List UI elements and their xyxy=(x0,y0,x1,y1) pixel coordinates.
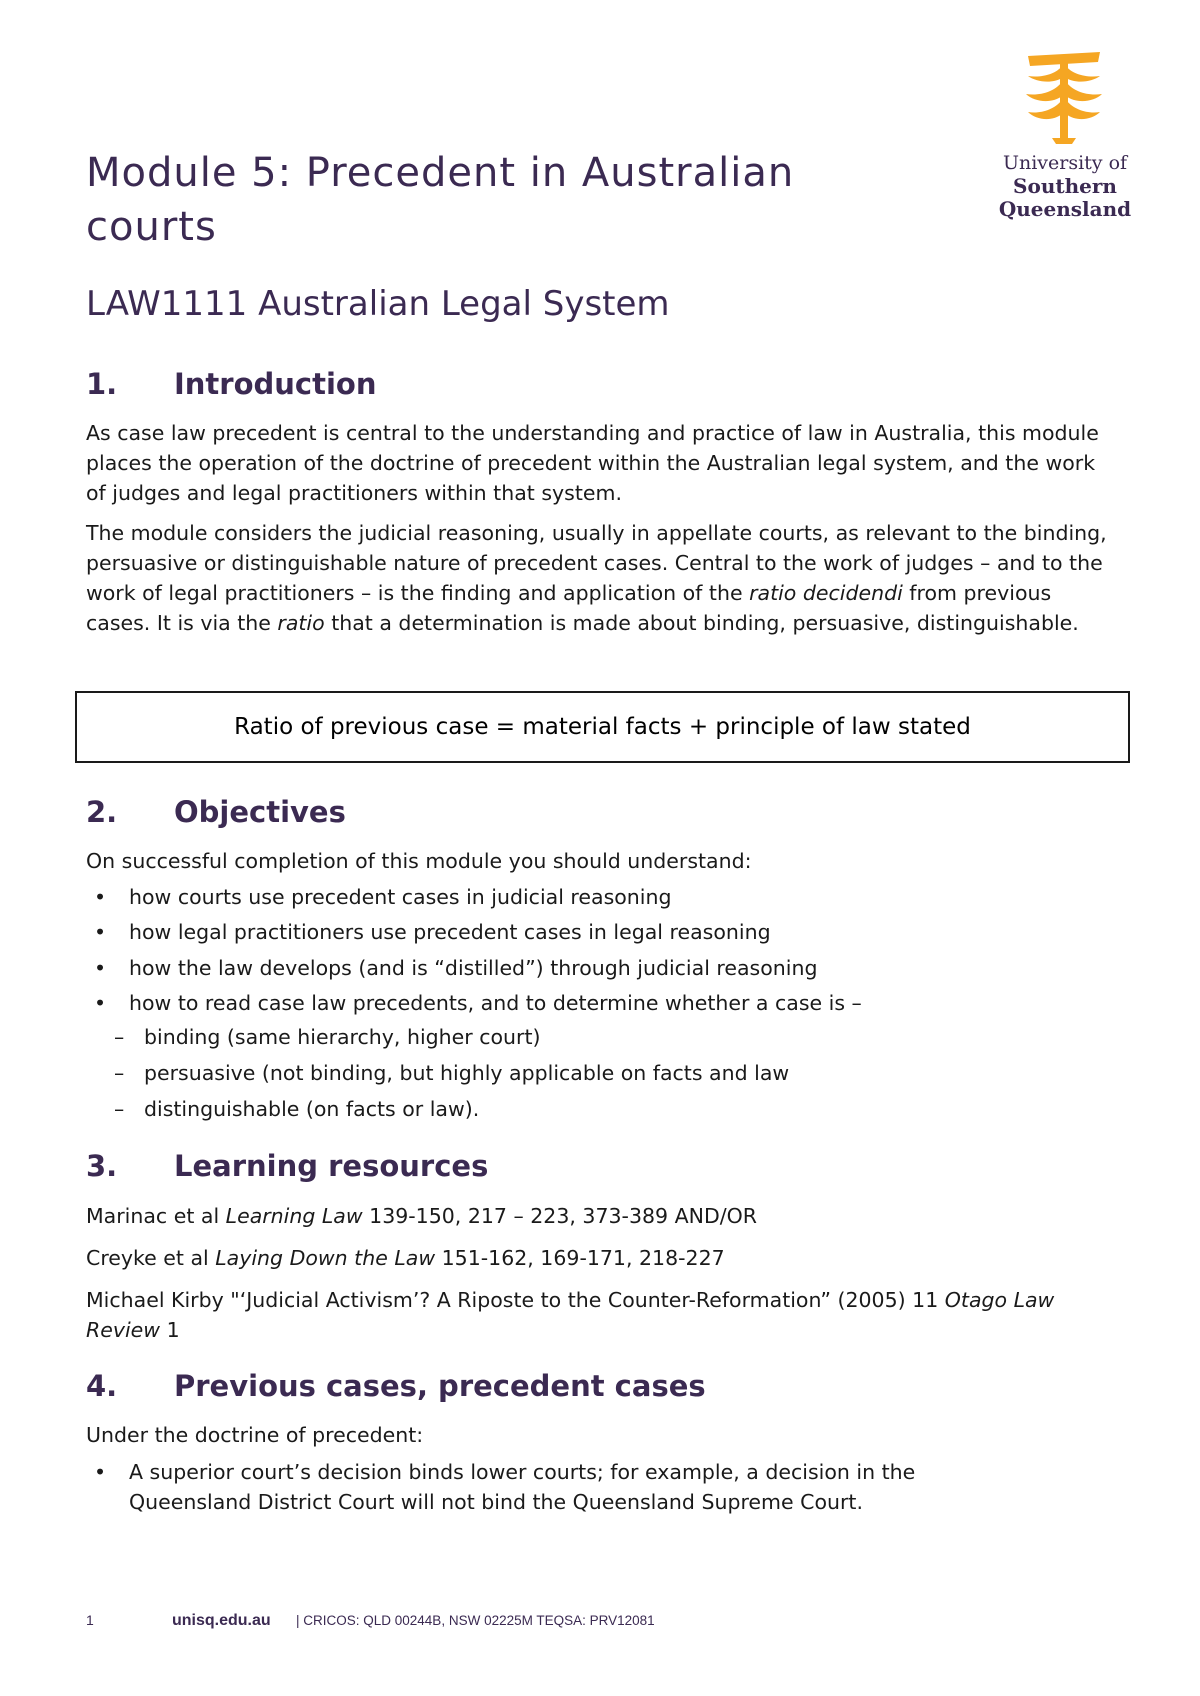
logo-line-3: Queensland xyxy=(998,197,1132,221)
section-number: 1. xyxy=(86,367,118,401)
objectives-lead: On successful completion of this module you should understand: xyxy=(86,849,752,873)
page-title: Module 5: Precedent in Australian courts xyxy=(86,150,795,250)
italic-title: Learning Law xyxy=(225,1204,363,1228)
dash-mark: – xyxy=(114,1097,125,1121)
university-logo xyxy=(990,52,1140,222)
text-run: 151-162, 169-171, 218-227 xyxy=(435,1246,725,1270)
ratio-definition-box: Ratio of previous case = material facts + principle of law stated xyxy=(75,691,1130,763)
italic-title: Laying Down the Law xyxy=(215,1246,436,1270)
text-run: 1 xyxy=(160,1318,180,1342)
text-run: The module considers the judicial reasoning, usually in appellate courts, as relevant to the binding, persuasive or distinguishable nature of precedent cases. Central to the work of judges – and to the work of legal practitioners – is the finding and application of the xyxy=(86,521,1107,605)
page-number: 1 xyxy=(86,1612,94,1628)
bullet-mark: • xyxy=(94,991,107,1015)
text-run: Marinac et al xyxy=(86,1204,226,1228)
list-item-text: how courts use precedent cases in judicial reasoning xyxy=(129,885,672,909)
intro-paragraph-1: As case law precedent is central to the understanding and practice of law in Australia, this module places the operation of the doctrine of precedent within the Australian legal system, and the work of judges and legal practitioners within that system. xyxy=(86,421,1099,505)
section-number: 2. xyxy=(86,795,118,829)
section-heading-previous-cases xyxy=(86,1366,706,1406)
bullet-mark: • xyxy=(94,1460,107,1484)
section-title: Objectives xyxy=(174,795,346,829)
sub-list-item-text: persuasive (not binding, but highly applicable on facts and law xyxy=(144,1061,790,1085)
intro-paragraph-2 xyxy=(86,518,1120,638)
section-heading-resources xyxy=(86,1146,488,1186)
list-item-text: A superior court’s decision binds lower courts; for example, a decision in the xyxy=(129,1460,916,1484)
footer-website-link[interactable]: unisq.edu.au xyxy=(172,1612,271,1629)
dash-mark: – xyxy=(114,1061,125,1085)
bullet-mark: • xyxy=(94,885,107,909)
resource-item xyxy=(86,1243,1120,1273)
section-heading-introduction xyxy=(86,364,377,404)
course-subtitle: LAW1111 Australian Legal System xyxy=(86,284,670,324)
tree-emblem-icon xyxy=(1022,52,1106,144)
italic-title: Otago Law Review xyxy=(86,1288,1055,1342)
text-run: from previous cases. It is via the xyxy=(86,581,1052,635)
section-title: Learning resources xyxy=(174,1149,489,1183)
bullet-mark: • xyxy=(94,920,107,944)
list-item-text: how the law develops (and is “distilled”) through judicial reasoning xyxy=(129,956,818,980)
list-item-text: how legal practitioners use precedent cases in legal reasoning xyxy=(129,920,771,944)
section-number: 4. xyxy=(86,1369,118,1403)
list-item-text: Queensland District Court will not bind the Queensland Supreme Court. xyxy=(129,1490,863,1514)
section-number: 3. xyxy=(86,1149,118,1183)
italic-term: ratio decidendi xyxy=(749,581,903,605)
text-run: that a determination is made about binding, persuasive, distinguishable. xyxy=(324,611,1079,635)
bullet-mark: • xyxy=(94,956,107,980)
sub-list-item-text: binding (same hierarchy, higher court) xyxy=(144,1025,541,1049)
resource-item xyxy=(86,1201,1120,1231)
text-run: Creyke et al xyxy=(86,1246,216,1270)
logo-wordmark xyxy=(990,152,1140,221)
list-item-text: how to read case law precedents, and to determine whether a case is – xyxy=(129,991,862,1015)
resource-item xyxy=(86,1285,1120,1345)
section-heading-objectives xyxy=(86,792,346,832)
logo-line-1: University of xyxy=(1002,152,1128,174)
dash-mark: – xyxy=(114,1025,125,1049)
previous-lead: Under the doctrine of precedent: xyxy=(86,1423,424,1447)
logo-line-2: Southern xyxy=(1013,174,1117,198)
sub-list-item-text: distinguishable (on facts or law). xyxy=(144,1097,480,1121)
section-title: Introduction xyxy=(174,367,377,401)
italic-term: ratio xyxy=(277,611,325,635)
section-title: Previous cases, precedent cases xyxy=(174,1369,706,1403)
footer-registration: | CRICOS: QLD 00244B, NSW 02225M TEQSA: PRV12081 xyxy=(296,1613,655,1628)
text-run: Michael Kirby "‘Judicial Activism’? A Riposte to the Counter-Reformation” (2005) 11 xyxy=(86,1288,945,1312)
text-run: 139-150, 217 – 223, 373-389 AND/OR xyxy=(362,1204,758,1228)
